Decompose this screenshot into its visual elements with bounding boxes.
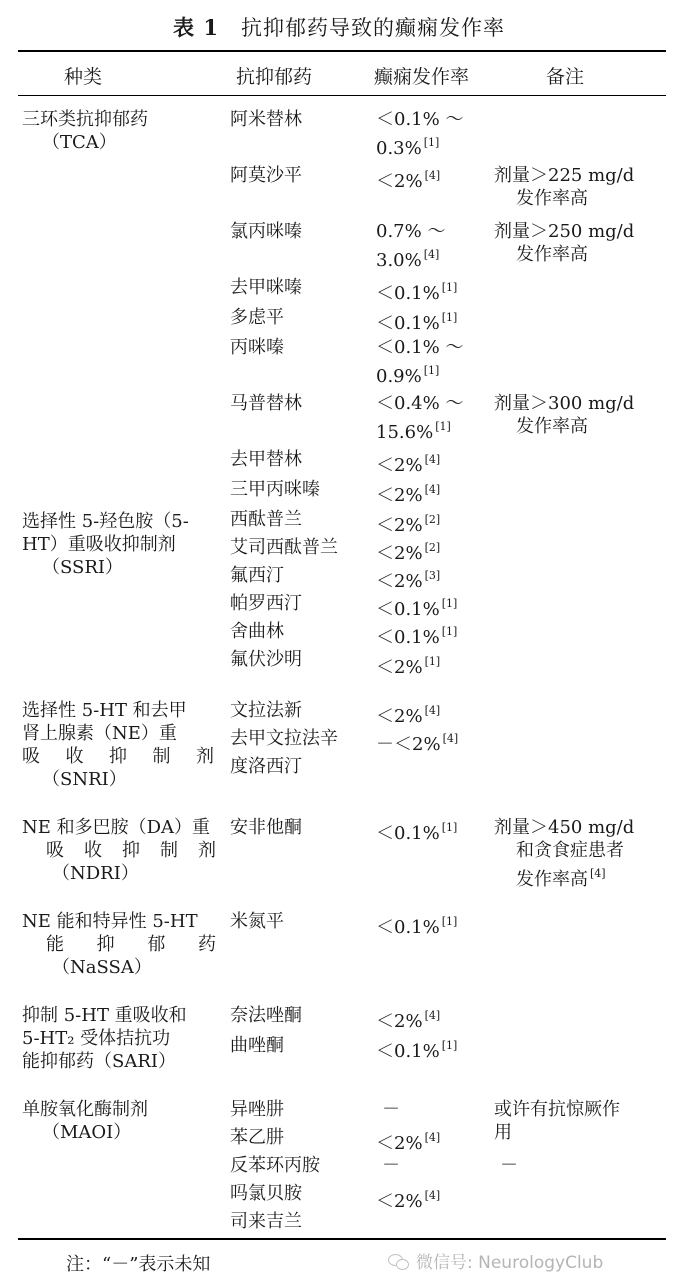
category-tca: 三环类抗抑郁药 （TCA）	[22, 109, 148, 153]
rate-fluoxetine: ＜2% [3]	[376, 569, 441, 592]
drug-isocarboxazid: 异唑肼	[230, 1099, 284, 1120]
drug-imipramine: 丙咪嗪	[230, 337, 284, 358]
rate-citalopram: ＜2% [2]	[376, 513, 441, 536]
drug-escitalopram: 艾司西酞普兰	[230, 537, 338, 558]
drug-nortriptyline: 去甲替林	[230, 449, 302, 470]
watermark-text: 微信号: NeurologyClub	[416, 1253, 604, 1273]
bottom-rule	[18, 1238, 666, 1240]
drug-doxepin: 多虑平	[230, 307, 284, 328]
drug-paroxetine: 帕罗西汀	[230, 593, 302, 614]
header-note: 备注	[546, 66, 585, 88]
drug-desipramine: 去甲咪嗪	[230, 277, 302, 298]
drug-nefazodone: 奈法唑酮	[230, 1005, 302, 1026]
table-number: 表 1	[173, 15, 219, 40]
rate-isocarboxazid: －	[382, 1099, 400, 1120]
category-sari: 抑制 5-HT 重吸收和 5-HT₂ 受体拮抗功 能抑郁药（SARI）	[22, 1005, 187, 1072]
category-ndri: NE 和多巴胺（DA）重 吸收抑制剂 （NDRI）	[22, 817, 216, 884]
drug-venlafaxine: 文拉法新	[230, 700, 302, 721]
rate-doxepin: ＜0.1% [1]	[376, 311, 458, 334]
rate-desipramine: ＜0.1% [1]	[376, 281, 458, 304]
drug-desvenlafaxine: 去甲文拉法辛	[230, 728, 338, 749]
header-category: 种类	[64, 66, 103, 88]
rate-clomipramine: 0.7% ～ 3.0% [4]	[376, 221, 446, 271]
drug-trazodone: 曲唑酮	[230, 1035, 284, 1056]
table-caption: 抗抑郁药导致的癫痫发作率	[240, 16, 505, 40]
note-phenelzine: －	[500, 1155, 518, 1176]
drug-tranylcypromine: 反苯环丙胺	[230, 1155, 320, 1176]
rate-venlafaxine: ＜2% [4]	[376, 704, 441, 727]
rate-desvenlafaxine: －＜2% [4]	[376, 732, 459, 755]
rate-phenelzine: ＜2% [4]	[376, 1131, 441, 1154]
rate-trazodone: ＜0.1% [1]	[376, 1039, 458, 1062]
note-bupropion: 剂量＞450 mg/d 和贪食症患者 发作率高 [4]	[494, 817, 635, 890]
rate-escitalopram: ＜2% [2]	[376, 541, 441, 564]
header-rate: 癫痫发作率	[374, 66, 470, 88]
rate-bupropion: ＜0.1% [1]	[376, 821, 458, 844]
category-nassa: NE 能和特异性 5-HT 能抑郁药 （NaSSA）	[22, 911, 216, 978]
category-ssri: 选择性 5-羟色胺（5- HT）重吸收抑制剂 （SSRI）	[22, 511, 189, 578]
rate-trimipramine: ＜2% [4]	[376, 483, 441, 506]
rate-moclobemide: ＜2% [4]	[376, 1189, 441, 1212]
drug-phenelzine: 苯乙肼	[230, 1127, 284, 1148]
drug-trimipramine: 三甲丙咪嗪	[230, 479, 320, 500]
note-clomipramine: 剂量＞250 mg/d 发作率高	[494, 221, 635, 265]
table-title	[0, 12, 678, 42]
note-maprotiline: 剂量＞300 mg/d 发作率高	[494, 393, 635, 437]
footnote: 注：“－”表示未知	[66, 1254, 211, 1275]
drug-fluoxetine: 氟西汀	[230, 565, 284, 586]
rate-nortriptyline: ＜2% [4]	[376, 453, 441, 476]
drug-mirtazapine: 米氮平	[230, 911, 284, 932]
rate-maprotiline: ＜0.4% ～ 15.6% [1]	[376, 393, 464, 443]
drug-bupropion: 安非他酮	[230, 817, 302, 838]
drug-maprotiline: 马普替林	[230, 393, 302, 414]
rate-mirtazapine: ＜0.1% [1]	[376, 915, 458, 938]
wechat-icon	[388, 1254, 410, 1270]
header-drug: 抗抑郁药	[236, 66, 313, 88]
note-amoxapine: 剂量＞225 mg/d 发作率高	[494, 165, 635, 209]
drug-moclobemide: 吗氯贝胺	[230, 1183, 302, 1204]
drug-selegiline: 司来吉兰	[230, 1211, 302, 1232]
wechat-watermark	[388, 1248, 603, 1273]
rate-fluvoxamine: ＜2% [1]	[376, 655, 441, 678]
rate-paroxetine: ＜0.1% [1]	[376, 597, 458, 620]
rate-nefazodone: ＜2% [4]	[376, 1009, 441, 1032]
rate-sertraline: ＜0.1% [1]	[376, 625, 458, 648]
drug-amitriptyline: 阿米替林	[230, 109, 302, 130]
drug-fluvoxamine: 氟伏沙明	[230, 649, 302, 670]
rate-tranylcypromine: －	[382, 1155, 400, 1176]
drug-clomipramine: 氯丙咪嗪	[230, 221, 302, 242]
header-rule	[18, 95, 666, 96]
category-snri: 选择性 5-HT 和去甲 肾上腺素（NE）重 吸收抑制剂 （SNRI）	[22, 700, 214, 790]
category-maoi: 单胺氧化酶制剂 （MAOI）	[22, 1099, 148, 1143]
drug-citalopram: 西酞普兰	[230, 509, 302, 530]
top-rule	[18, 50, 666, 52]
rate-imipramine: ＜0.1% ～ 0.9% [1]	[376, 337, 464, 387]
rate-amitriptyline: ＜0.1% ～ 0.3% [1]	[376, 109, 464, 159]
note-isocarboxazid: 或许有抗惊厥作 用	[494, 1099, 620, 1143]
drug-duloxetine: 度洛西汀	[230, 756, 302, 777]
drug-sertraline: 舍曲林	[230, 621, 284, 642]
drug-amoxapine: 阿莫沙平	[230, 165, 302, 186]
rate-amoxapine: ＜2% [4]	[376, 169, 441, 192]
